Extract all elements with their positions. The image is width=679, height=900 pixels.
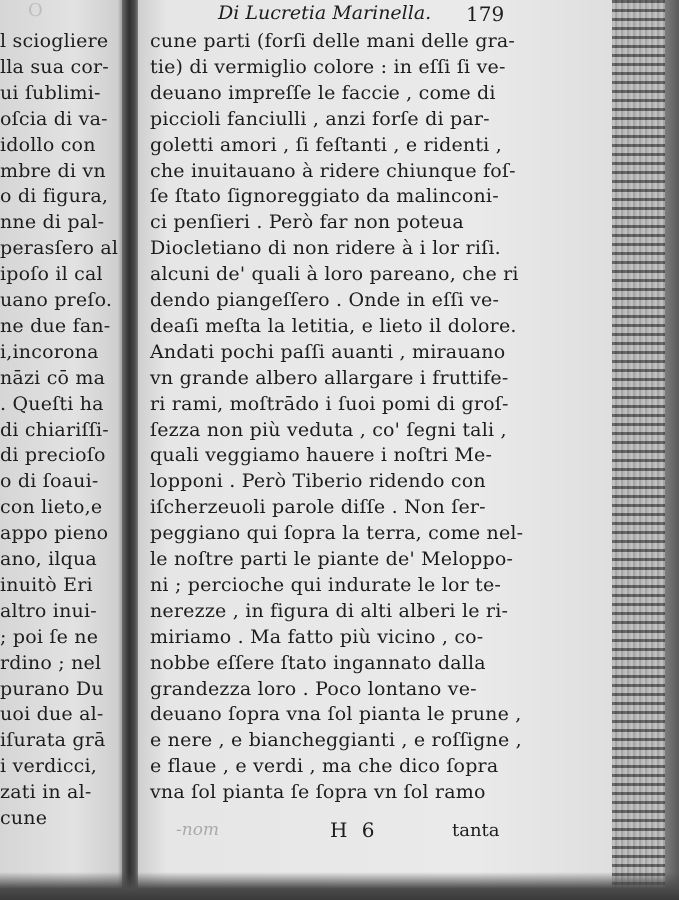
text-line: appo pieno bbox=[0, 522, 109, 545]
text-line: ano, ilqua bbox=[0, 548, 97, 570]
page-number: 179 bbox=[466, 2, 505, 26]
catchword: tanta bbox=[452, 820, 500, 841]
running-head: Di Lucretia Marinella. bbox=[218, 2, 432, 24]
text-line: deuano impreſſe le faccie , come di bbox=[150, 81, 496, 104]
text-line: nobbe eſſere ſtato ingannato dalla bbox=[150, 651, 486, 674]
text-line: nne di pal- bbox=[0, 211, 105, 234]
signature-mark: H 6 bbox=[330, 818, 379, 842]
text-line: purano Du bbox=[0, 677, 104, 700]
text-line: piccioli fanciulli , anzi forſe di par- bbox=[150, 107, 490, 130]
text-line: lla sua cor- bbox=[0, 55, 109, 78]
text-line: di precioſo bbox=[0, 444, 106, 467]
text-line: altro inui- bbox=[0, 599, 97, 622]
text-line: iſcherzeuoli parole diſſe . Non ſer- bbox=[150, 496, 486, 519]
text-line: deaſi meſta la letitia, e lieto il dolore. bbox=[150, 314, 517, 337]
text-line: ſezza non più veduta , co' ſegni tali , bbox=[150, 418, 507, 441]
text-line: alcuni de' quali à loro pareano, che ri bbox=[150, 263, 519, 286]
text-line: miriamo . Ma fatto più vicino , co- bbox=[150, 625, 484, 648]
text-line: cune bbox=[0, 807, 48, 829]
text-line: quali veggiamo hauere i noſtri Me- bbox=[150, 444, 493, 467]
left-page-ghost-text: O bbox=[28, 0, 43, 21]
text-line: uano preſo. bbox=[0, 289, 113, 311]
text-line: perasſero al bbox=[0, 237, 119, 260]
text-line: lopponi . Però Tiberio ridendo con bbox=[150, 470, 486, 493]
text-line: rdino ; nel bbox=[0, 651, 102, 674]
text-line: . Queſti ha bbox=[0, 392, 104, 415]
text-line: nerezze , in figura di alti alberi le ri- bbox=[150, 599, 509, 622]
text-line: Diocletiano di non ridere à i lor riſi. bbox=[150, 237, 501, 260]
text-line: ne due fan- bbox=[0, 314, 111, 337]
text-line: Andati pochi paſſi auanti , mirauano bbox=[150, 340, 506, 363]
text-line: ipoſo il cal bbox=[0, 263, 103, 286]
text-line: zati in al- bbox=[0, 781, 92, 804]
text-line: o di ſoaui- bbox=[0, 470, 99, 493]
text-line: ui ſublimi- bbox=[0, 81, 101, 104]
text-line: oſcia di va- bbox=[0, 107, 108, 130]
text-line: ; poi ſe ne bbox=[0, 625, 99, 648]
text-line: mbre di vn bbox=[0, 159, 106, 182]
text-line: ſe ſtato ſignoreggiato da malinconi- bbox=[150, 185, 499, 208]
text-line: ci penſieri . Però far non poteua bbox=[150, 211, 464, 234]
text-line: i,incorona bbox=[0, 340, 99, 363]
text-line: ri rami, moſtrādo i ſuoi pomi di groſ- bbox=[150, 392, 509, 415]
text-line: ni ; percioche qui indurate le lor te- bbox=[150, 573, 502, 596]
text-line: peggiano qui ſopra la terra, come nel- bbox=[150, 522, 524, 545]
text-line: le noſtre parti le piante de' Meloppo- bbox=[150, 548, 514, 570]
text-line: deuano ſopra vna ſol pianta le prune , bbox=[150, 703, 522, 726]
text-line: vna ſol pianta ſe ſopra vn ſol ramo bbox=[150, 781, 486, 804]
text-line: che inuitauano à ridere chiunque foſ- bbox=[150, 159, 516, 182]
text-line: tie) di vermiglio colore : in eſſi ſi ve- bbox=[150, 55, 506, 78]
text-line: l sciogliere bbox=[0, 30, 109, 52]
bottom-shadow bbox=[0, 872, 679, 900]
text-line: goletti amori , ſi feſtanti , e ridenti , bbox=[150, 133, 502, 156]
text-line: inuitò Eri bbox=[0, 573, 93, 596]
text-line: grandezza loro . Poco lontano ve- bbox=[150, 677, 477, 700]
text-line: iſurata grā bbox=[0, 729, 106, 752]
text-line: vn grande albero allargare i fruttife- bbox=[150, 366, 509, 389]
text-line: di chiariſſi- bbox=[0, 418, 109, 441]
text-line: cune parti (forſi delle mani delle gra- bbox=[150, 30, 516, 52]
bleed-through-text: -nom bbox=[176, 820, 220, 840]
text-line: i verdicci, bbox=[0, 755, 98, 778]
page-edges bbox=[612, 0, 679, 900]
text-line: idollo con bbox=[0, 133, 96, 156]
text-line: dendo piangeſſero . Onde in eſſi ve- bbox=[150, 289, 500, 311]
text-line: uoi due al- bbox=[0, 703, 104, 726]
text-line: o di figura, bbox=[0, 185, 109, 208]
text-line: e nere , e biancheggianti , e roſſigne , bbox=[150, 729, 522, 752]
text-line: con lieto,e bbox=[0, 496, 103, 519]
text-line: nāzi cō ma bbox=[0, 366, 106, 389]
text-line: e flaue , e verdi , ma che dico ſopra bbox=[150, 755, 499, 778]
